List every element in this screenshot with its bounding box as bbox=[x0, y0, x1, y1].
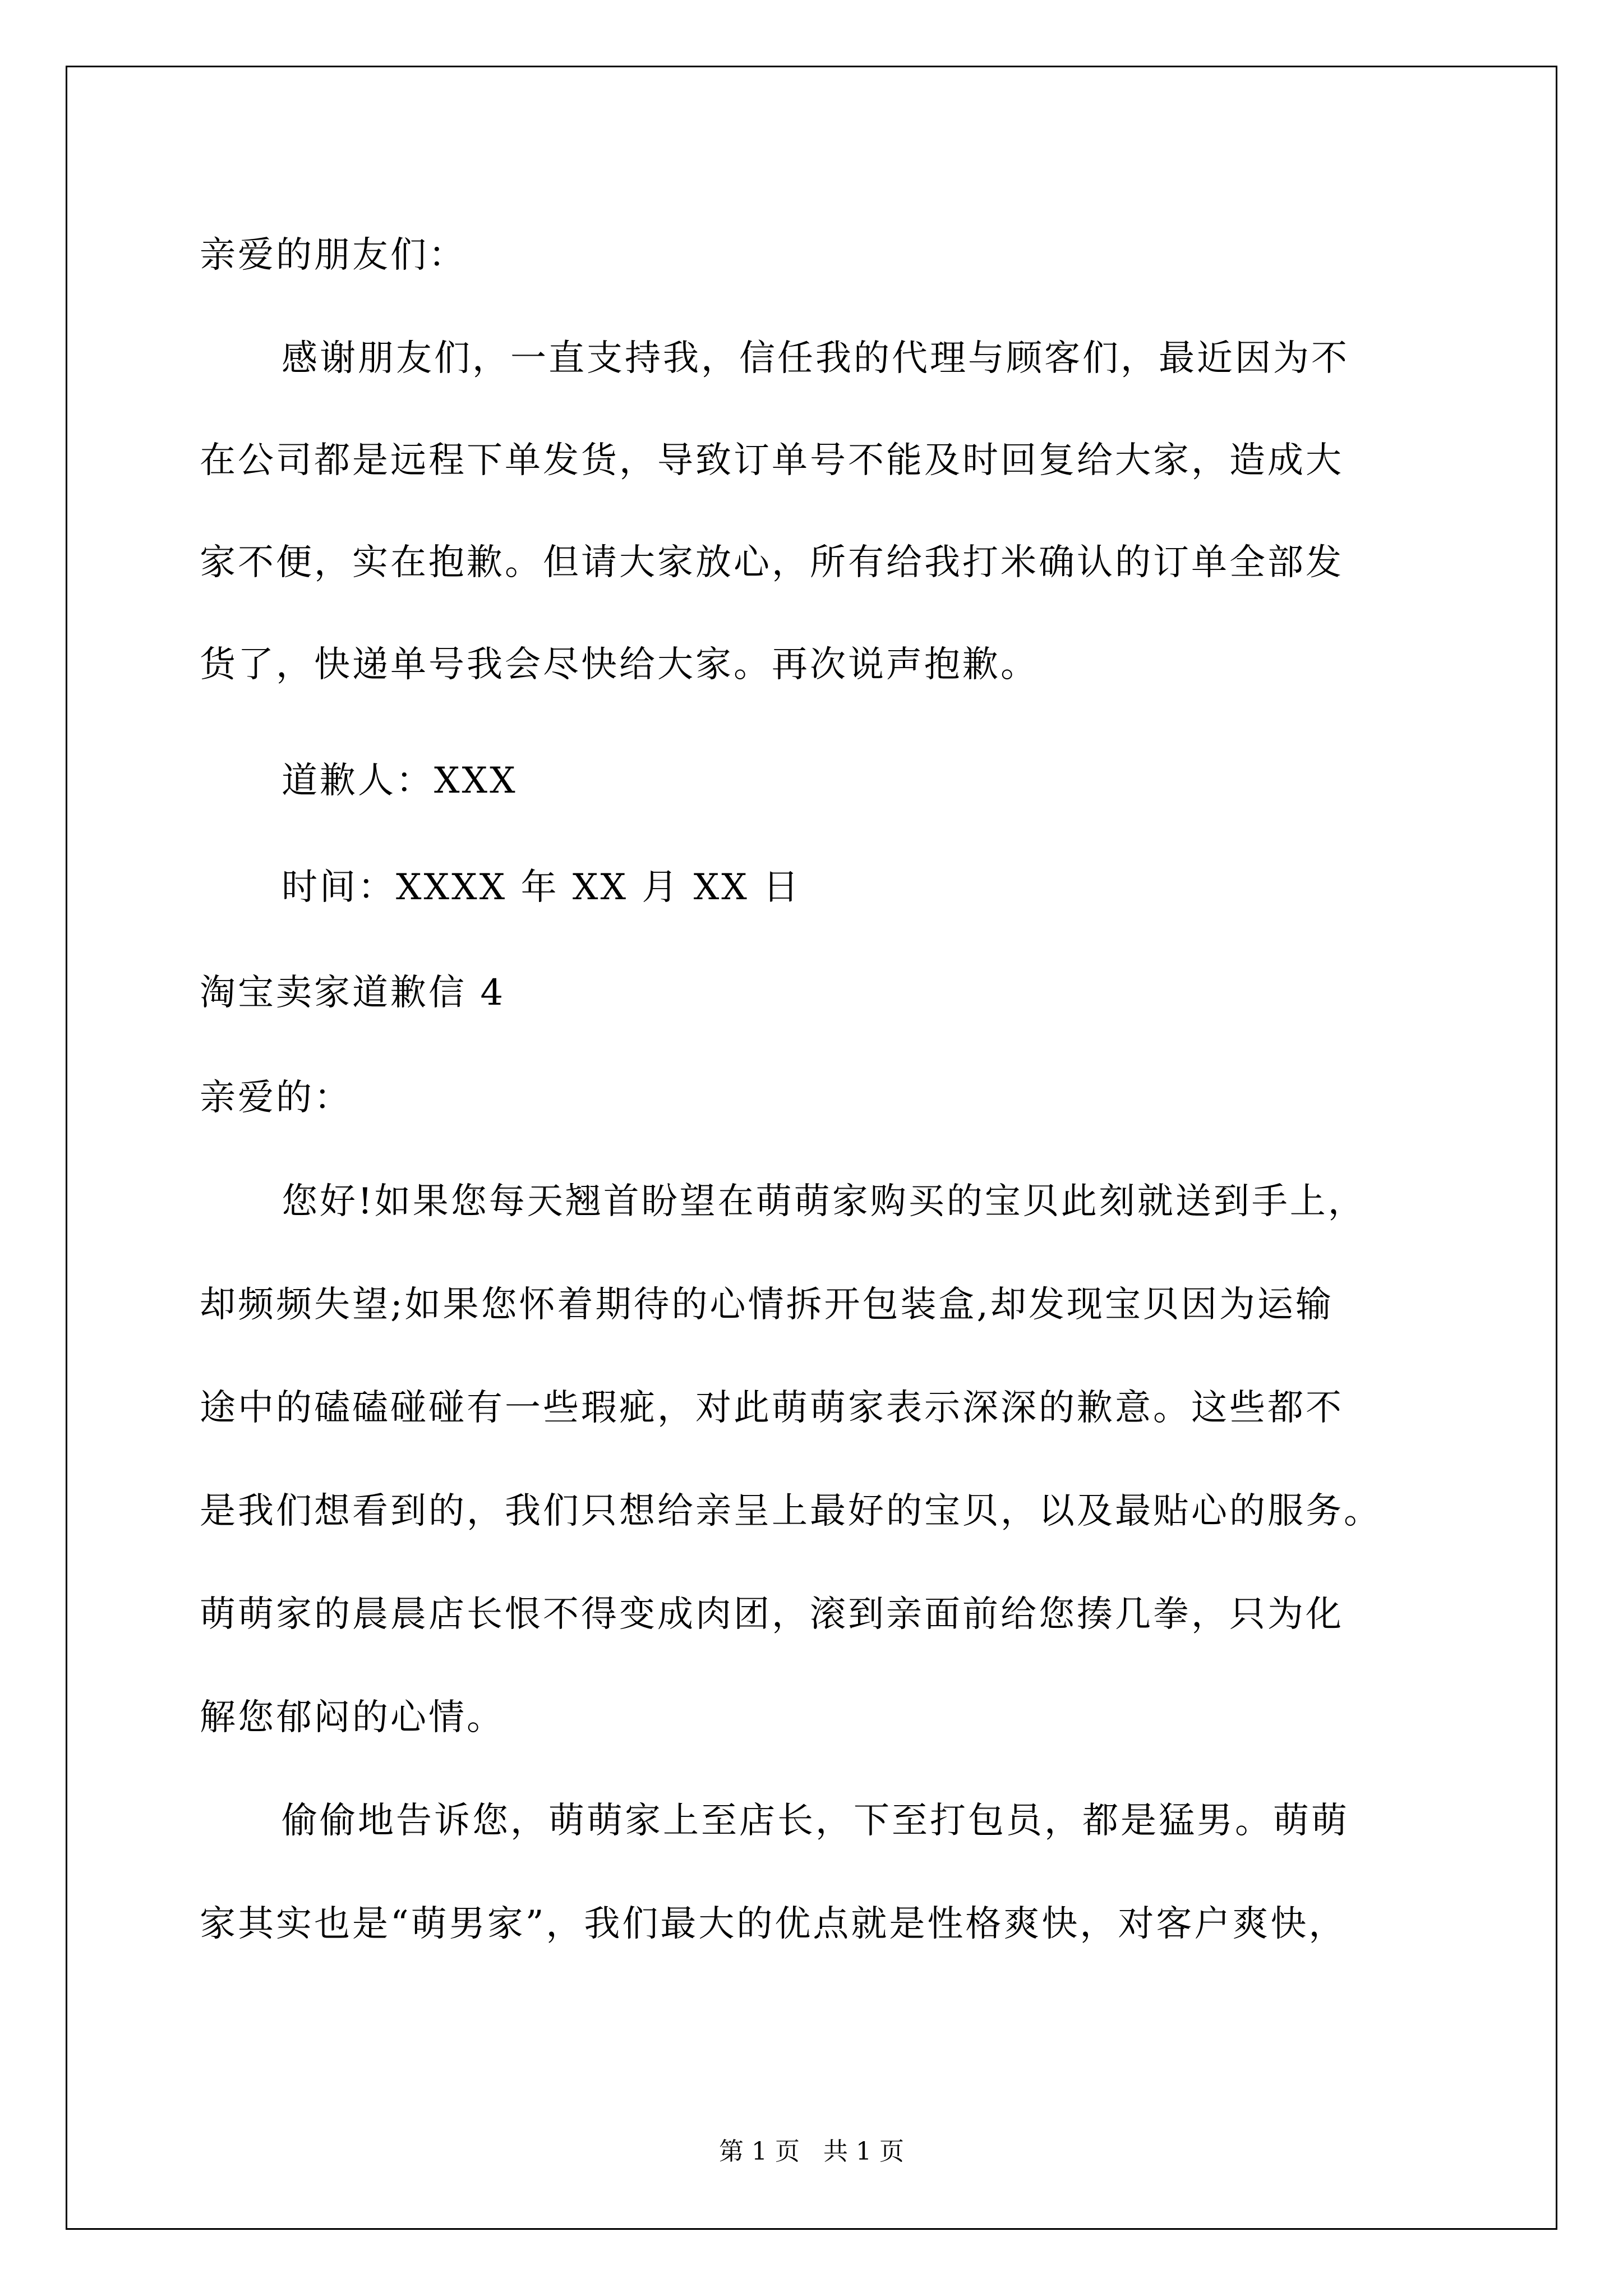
body-line: 家不便，实在抱歉。但请大家放心，所有给我打米确认的订单全部发 bbox=[200, 542, 1344, 583]
section-title: 淘宝卖家道歉信 4 bbox=[200, 972, 506, 1014]
body-line: 感谢朋友们，一直支持我，信任我的代理与顾客们，最近因为不 bbox=[282, 338, 1349, 379]
body-line: 货了，快递单号我会尽快给大家。再次说声抱歉。 bbox=[200, 644, 1039, 685]
body-line: 萌萌家的晨晨店长恨不得变成肉团，滚到亲面前给您揍几拳，只为化 bbox=[200, 1594, 1344, 1635]
body-line: 偷偷地告诉您，萌萌家上至店长，下至打包员，都是猛男。萌萌 bbox=[282, 1800, 1349, 1842]
greeting-line: 亲爱的朋友们： bbox=[200, 234, 467, 276]
body-line: 解您郁闷的心情。 bbox=[200, 1697, 505, 1738]
date-line: 时间：XXXX 年 XX 月 XX 日 bbox=[282, 867, 801, 908]
body-line: 是我们想看到的，我们只想给亲呈上最好的宝贝，以及最贴心的服务。 bbox=[200, 1490, 1382, 1532]
body-line: 家其实也是“萌男家”，我们最大的优点就是性格爽快，对客户爽快， bbox=[200, 1903, 1347, 1945]
body-line: 却频频失望;如果您怀着期待的心情拆开包装盒,却发现宝贝因为运输 bbox=[200, 1284, 1334, 1326]
body-line: 在公司都是远程下单发货，导致订单号不能及时回复给大家，造成大 bbox=[200, 440, 1344, 481]
signature-line: 道歉人：XXX bbox=[282, 760, 518, 802]
body-line: 您好!如果您每天翘首盼望在萌萌家购买的宝贝此刻就送到手上， bbox=[282, 1181, 1366, 1222]
page-footer: 第 1 页 共 1 页 bbox=[719, 2137, 904, 2166]
greeting-line: 亲爱的： bbox=[200, 1077, 352, 1119]
body-line: 途中的磕磕碰碰有一些瑕疵，对此萌萌家表示深深的歉意。这些都不 bbox=[200, 1387, 1344, 1429]
